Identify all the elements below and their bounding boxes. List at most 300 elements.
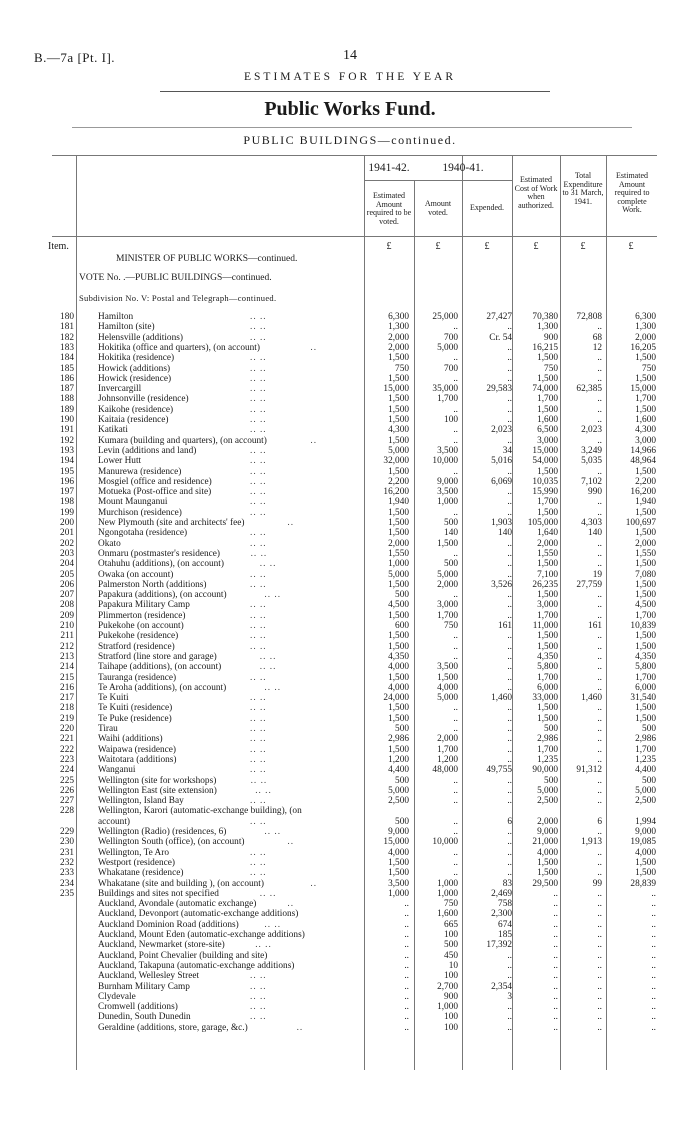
header-total-expenditure: Total Expenditure to 31 March, 1941.: [562, 171, 604, 206]
total-expenditure-value: 4,303: [581, 518, 602, 528]
item-number: 218: [60, 703, 74, 714]
expended-value: ..: [507, 559, 512, 570]
amount-voted-value: 700: [444, 332, 458, 343]
amount-voted-value: ..: [453, 548, 458, 559]
total-expenditure-value: 2,023: [581, 425, 602, 436]
total-expenditure-value: ..: [597, 466, 602, 477]
estimated-voted-value: 2,500: [388, 796, 409, 807]
estimated-complete-value: ..: [651, 940, 656, 951]
estimated-voted-value: 1,000: [388, 888, 409, 899]
total-expenditure-value: ..: [597, 373, 602, 384]
estimated-complete-value: 1,500: [635, 466, 656, 477]
total-expenditure-value: ..: [597, 322, 602, 333]
estimated-cost-value: 11,000: [532, 621, 558, 631]
item-number: 223: [60, 754, 74, 765]
estimated-voted-value: 4,000: [388, 662, 409, 673]
estimated-voted-value: 6,300: [388, 312, 409, 322]
leader-dots: ..: [310, 435, 318, 446]
estimated-complete-value: 48,964: [630, 456, 656, 467]
estimated-cost-value: 4,350: [537, 651, 558, 662]
item-number: 201: [60, 528, 74, 539]
expended-value: ..: [507, 569, 512, 580]
item-number: 200: [60, 518, 74, 528]
item-number: 185: [60, 363, 74, 374]
leader-dots: .. ..: [250, 775, 268, 786]
item-number: 193: [60, 445, 74, 456]
estimated-voted-value: ..: [404, 950, 409, 961]
estimated-cost-value: ..: [553, 888, 558, 899]
leader-dots: .. ..: [250, 816, 267, 827]
item-number: 229: [60, 827, 74, 837]
estimated-complete-value: 1,700: [635, 672, 656, 683]
estimated-complete-value: 4,400: [635, 765, 656, 776]
leader-dots: .. ..: [250, 796, 267, 807]
estimated-voted-value: 1,500: [388, 435, 409, 446]
estimated-complete-value: 2,986: [635, 734, 656, 745]
item-number: 183: [60, 342, 74, 353]
table-row: [0, 447, 700, 456]
item-description: Auckland, Wellesley Street: [98, 971, 200, 982]
item-description: Tauranga (residence): [98, 672, 177, 683]
table-row: [0, 663, 700, 672]
expended-value: ..: [507, 672, 512, 683]
item-description: Ngongotaha (residence): [98, 528, 188, 539]
estimated-voted-value: 5,000: [388, 569, 409, 580]
table-row: [0, 488, 700, 497]
amount-voted-value: 1,600: [437, 909, 458, 920]
subdivision-heading: Subdivision No. V: Postal and Telegraph—continued.: [79, 293, 277, 303]
table-row: [0, 859, 700, 868]
amount-voted-value: 2,000: [437, 579, 458, 590]
estimated-complete-value: 1,500: [635, 528, 656, 539]
item-number: 228: [60, 806, 74, 817]
expended-value: ..: [507, 404, 512, 415]
estimated-voted-value: ..: [404, 1002, 409, 1013]
estimated-voted-value: ..: [404, 960, 409, 971]
estimated-cost-value: 70,380: [532, 312, 558, 322]
estimated-voted-value: 1,500: [388, 744, 409, 755]
expended-value: ..: [507, 734, 512, 745]
estimated-cost-value: 4,000: [537, 847, 558, 858]
estimated-complete-value: 2,200: [635, 476, 656, 487]
estimated-complete-value: 28,839: [630, 878, 656, 889]
item-description: Papakura (additions), (on account): [98, 590, 227, 601]
total-expenditure-value: 1,460: [581, 693, 602, 704]
estimated-voted-value: 750: [395, 363, 409, 374]
table-row: [0, 1003, 700, 1012]
leader-dots: .. ..: [250, 466, 267, 477]
table-row: [0, 643, 700, 652]
estimated-complete-value: 750: [642, 363, 656, 374]
table-row: [0, 354, 700, 363]
amount-voted-value: 48,000: [432, 765, 458, 776]
item-description: Auckland Dominion Road (additions): [98, 919, 239, 930]
pound-label: £: [628, 241, 634, 252]
item-description: Helensville (additions): [98, 332, 183, 343]
estimated-voted-value: 1,500: [388, 528, 409, 539]
total-expenditure-value: 91,312: [576, 765, 602, 776]
item-number: 207: [60, 590, 74, 601]
leader-dots: .. ..: [250, 404, 267, 415]
table-row: [0, 828, 700, 837]
amount-voted-value: 4,000: [437, 682, 458, 693]
estimated-cost-value: 500: [544, 775, 558, 786]
estimated-complete-value: 2,000: [635, 538, 656, 549]
item-number: 227: [60, 796, 74, 807]
table-row: [0, 725, 700, 734]
total-expenditure-value: ..: [597, 662, 602, 673]
total-expenditure-value: ..: [597, 682, 602, 693]
total-expenditure-value: ..: [597, 641, 602, 652]
estimated-cost-value: 500: [544, 724, 558, 734]
estimated-complete-value: 6,000: [635, 682, 656, 693]
header-estimated-voted: Estimated Amount required to be voted.: [366, 191, 412, 226]
amount-voted-value: 140: [444, 528, 458, 539]
item-number: 191: [60, 425, 74, 436]
item-number: 234: [60, 878, 74, 889]
expended-value: 17,392: [486, 940, 512, 951]
amount-voted-value: 100: [444, 930, 458, 940]
expended-value: ..: [507, 373, 512, 384]
table-row: [0, 807, 700, 816]
leader-dots: .. ..: [250, 765, 267, 776]
estimated-voted-value: 600: [395, 621, 409, 631]
item-number: 204: [60, 559, 74, 570]
total-expenditure-value: ..: [597, 940, 602, 951]
leader-dots: .. ..: [259, 662, 277, 673]
estimated-complete-value: 5,000: [635, 785, 656, 796]
item-description: Katikati: [98, 425, 128, 436]
item-number: 199: [60, 507, 74, 518]
item-description: Manurewa (residence): [98, 466, 182, 477]
item-description: Otahuhu (additions), (on account): [98, 559, 224, 570]
item-description: Johnsonville (residence): [98, 394, 189, 405]
expended-value: 674: [498, 919, 512, 930]
item-description: Tirau: [98, 724, 118, 734]
estimated-voted-value: 1,500: [388, 672, 409, 683]
amount-voted-value: 100: [444, 1022, 458, 1033]
table-row: [0, 334, 700, 343]
expended-value: ..: [507, 847, 512, 858]
expended-value: ..: [507, 538, 512, 549]
table-row: [0, 601, 700, 610]
item-number: 190: [60, 415, 74, 425]
estimated-voted-value: 1,500: [388, 518, 409, 528]
amount-voted-value: 35,000: [432, 384, 458, 395]
total-expenditure-value: ..: [597, 971, 602, 982]
estimated-cost-value: 1,500: [537, 373, 558, 384]
expended-value: ..: [507, 651, 512, 662]
estimated-cost-value: ..: [553, 950, 558, 961]
estimated-voted-value: 1,500: [388, 404, 409, 415]
item-description: Cromwell (additions): [98, 1002, 178, 1013]
vote-heading: VOTE No. .—PUBLIC BUILDINGS—continued.: [79, 273, 272, 283]
amount-voted-value: ..: [453, 435, 458, 446]
item-description: Kumara (building and quarters), (on account): [98, 435, 267, 446]
item-description: Dunedin, South Dunedin: [98, 1012, 191, 1023]
table-row: [0, 519, 700, 528]
expended-value: 2,469: [491, 888, 512, 899]
amount-voted-value: 1,000: [437, 1002, 458, 1013]
item-description: Burnham Military Camp: [98, 981, 190, 992]
total-expenditure-value: ..: [597, 1002, 602, 1013]
table-row: [0, 838, 700, 847]
item-description: Levin (additions and land): [98, 445, 197, 456]
estimated-cost-value: 1,300: [537, 322, 558, 333]
estimated-voted-value: 5,000: [388, 445, 409, 456]
estimated-voted-value: 1,500: [388, 610, 409, 621]
estimated-voted-value: 1,500: [388, 857, 409, 868]
item-description: Wellington, Island Bay: [98, 796, 184, 807]
table-row: [0, 540, 700, 549]
item-description: Waitotara (additions): [98, 754, 177, 765]
pound-label: £: [580, 241, 586, 252]
expended-value: ..: [507, 971, 512, 982]
amount-voted-value: ..: [453, 857, 458, 868]
total-expenditure-value: ..: [597, 363, 602, 374]
expended-value: ..: [507, 435, 512, 446]
amount-voted-value: 3,000: [437, 600, 458, 611]
amount-voted-value: 700: [444, 363, 458, 374]
expended-value: ..: [507, 353, 512, 364]
estimated-cost-value: 1,600: [537, 415, 558, 425]
estimated-voted-value: ..: [404, 909, 409, 920]
expended-value: ..: [507, 796, 512, 807]
expended-value: ..: [507, 394, 512, 405]
total-expenditure-value: ..: [597, 394, 602, 405]
amount-voted-value: 1,000: [437, 497, 458, 508]
total-expenditure-value: ..: [597, 734, 602, 745]
expended-value: ..: [507, 1022, 512, 1033]
estimated-complete-value: 4,300: [635, 425, 656, 436]
estimated-complete-value: 1,500: [635, 507, 656, 518]
estimated-voted-value: 1,500: [388, 713, 409, 724]
total-expenditure-value: 72,808: [576, 312, 602, 322]
item-description: Plimmerton (residence): [98, 610, 186, 621]
estimated-cost-value: ..: [553, 899, 558, 910]
total-expenditure-value: 3,249: [581, 445, 602, 456]
estimated-cost-value: 33,000: [532, 693, 558, 704]
expended-value: 3: [507, 991, 512, 1002]
fund-title: Public Works Fund.: [264, 98, 436, 120]
estimated-cost-value: 2,500: [537, 796, 558, 807]
expended-value: Cr. 54: [489, 332, 512, 343]
item-description: Palmerston North (additions): [98, 579, 207, 590]
table-row: [0, 993, 700, 1002]
expended-value: 29,583: [486, 384, 512, 395]
expended-value: 5,016: [491, 456, 512, 467]
amount-voted-value: ..: [453, 373, 458, 384]
amount-voted-value: ..: [453, 868, 458, 879]
item-description: Te Kuiti: [98, 693, 129, 704]
item-description: Westport (residence): [98, 857, 175, 868]
estimated-complete-value: ..: [651, 1002, 656, 1013]
leader-dots: .. ..: [255, 785, 272, 796]
estimated-complete-value: ..: [651, 1012, 656, 1023]
table-row: [0, 983, 700, 992]
estimated-complete-value: 2,500: [635, 796, 656, 807]
leader-dots: .. ..: [250, 734, 267, 745]
total-expenditure-value: ..: [597, 538, 602, 549]
estimated-cost-value: 1,700: [537, 672, 558, 683]
estimated-voted-value: 2,000: [388, 538, 409, 549]
header-expended: Expended.: [470, 203, 504, 212]
amount-voted-value: 500: [444, 940, 458, 951]
header-year-1940: 1940-41.: [442, 162, 484, 174]
expended-value: ..: [507, 868, 512, 879]
leader-dots: ..: [296, 1022, 304, 1033]
expended-value: 49,755: [486, 765, 512, 776]
table-row: [0, 323, 700, 332]
leader-dots: .. ..: [250, 507, 267, 518]
estimated-complete-value: 4,500: [635, 600, 656, 611]
table-row: [0, 622, 700, 631]
amount-voted-value: 10,000: [432, 837, 458, 848]
item-number: 210: [60, 621, 74, 631]
estimated-voted-value: 1,500: [388, 353, 409, 364]
total-expenditure-value: ..: [597, 353, 602, 364]
amount-voted-value: ..: [453, 703, 458, 714]
estimated-voted-value: 15,000: [383, 837, 409, 848]
table-row: [0, 787, 700, 796]
estimated-complete-value: 2,000: [635, 332, 656, 343]
table-row: [0, 869, 700, 878]
table-row: [0, 735, 700, 744]
leader-dots: .. ..: [250, 868, 267, 879]
estimated-voted-value: ..: [404, 981, 409, 992]
table-row: [0, 426, 700, 435]
total-expenditure-value: ..: [597, 1012, 602, 1023]
total-expenditure-value: 19: [592, 569, 602, 580]
estimated-complete-value: 15,000: [630, 384, 656, 395]
estimated-complete-value: ..: [651, 971, 656, 982]
leader-dots: .. ..: [259, 888, 277, 899]
amount-voted-value: 10: [448, 960, 458, 971]
pound-label: £: [484, 241, 490, 252]
expended-value: ..: [507, 641, 512, 652]
item-description: New Plymouth (site and architects' fee): [98, 518, 245, 528]
leader-dots: .. ..: [250, 579, 267, 590]
item-description: Wellington South (office), (on account): [98, 837, 245, 848]
table-row: [0, 849, 700, 858]
table-row: [0, 1013, 700, 1022]
expended-value: 83: [502, 878, 512, 889]
estimated-voted-value: ..: [404, 991, 409, 1002]
item-number: 187: [60, 384, 74, 395]
expended-value: ..: [507, 610, 512, 621]
amount-voted-value: 1,700: [437, 744, 458, 755]
amount-voted-value: 1,000: [437, 878, 458, 889]
item-number: 230: [60, 837, 74, 848]
item-number: 206: [60, 579, 74, 590]
expended-value: ..: [507, 487, 512, 498]
estimated-complete-value: 1,500: [635, 559, 656, 570]
total-expenditure-value: 140: [588, 528, 602, 539]
estimated-voted-value: 1,500: [388, 466, 409, 477]
leader-dots: .. ..: [250, 1002, 267, 1013]
table-row: [0, 529, 700, 538]
estimated-complete-value: ..: [651, 899, 656, 910]
amount-voted-value: ..: [453, 353, 458, 364]
estimated-cost-value: 1,500: [537, 868, 558, 879]
leader-dots: .. ..: [250, 857, 267, 868]
leader-dots: ..: [287, 837, 295, 848]
estimated-cost-value: 90,000: [532, 765, 558, 776]
amount-voted-value: 1,500: [437, 538, 458, 549]
estimated-complete-value: 4,000: [635, 847, 656, 858]
table-row: [0, 395, 700, 404]
expended-value: 1,903: [491, 518, 512, 528]
estimated-voted-value: ..: [404, 1022, 409, 1033]
estimated-voted-value: ..: [404, 899, 409, 910]
amount-voted-value: ..: [453, 827, 458, 837]
table-row: [0, 900, 700, 909]
item-number: 235: [60, 888, 74, 899]
item-number: 217: [60, 693, 74, 704]
leader-dots: .. ..: [250, 497, 267, 508]
total-expenditure-value: ..: [597, 847, 602, 858]
expended-value: ..: [507, 342, 512, 353]
amount-voted-value: ..: [453, 713, 458, 724]
estimated-cost-value: 15,990: [532, 487, 558, 498]
estimated-complete-value: 16,200: [630, 487, 656, 498]
leader-dots: .. ..: [250, 456, 267, 467]
expended-value: ..: [507, 960, 512, 971]
estimated-voted-value: 1,200: [388, 754, 409, 765]
estimated-complete-value: 4,350: [635, 651, 656, 662]
estimated-cost-value: 1,500: [537, 713, 558, 724]
estimated-voted-value: 1,500: [388, 579, 409, 590]
item-description: Invercargill: [98, 384, 142, 395]
item-number: 203: [60, 548, 74, 559]
amount-voted-value: ..: [453, 590, 458, 601]
item-description: Hokitika (residence): [98, 353, 175, 364]
expended-value: ..: [507, 775, 512, 786]
table-row: [0, 457, 700, 466]
estimated-complete-value: 500: [642, 775, 656, 786]
amount-voted-value: 3,500: [437, 662, 458, 673]
expended-value: 758: [498, 899, 512, 910]
estimated-voted-value: 3,500: [388, 878, 409, 889]
item-description: Auckland, Devonport (automatic-exchange additions): [98, 909, 299, 920]
estimated-voted-value: 1,500: [388, 868, 409, 879]
amount-voted-value: 25,000: [432, 312, 458, 322]
estimated-voted-value: 500: [395, 775, 409, 786]
leader-dots: .. ..: [250, 744, 267, 755]
item-number: 182: [60, 332, 74, 343]
pound-label: £: [386, 241, 392, 252]
table-rule: [364, 180, 512, 181]
estimated-voted-value: 9,000: [388, 827, 409, 837]
total-expenditure-value: 990: [588, 487, 602, 498]
estimated-cost-value: 1,700: [537, 394, 558, 405]
estimated-cost-value: 1,700: [537, 744, 558, 755]
table-row: [0, 1024, 700, 1033]
table-row: [0, 972, 700, 981]
leader-dots: .. ..: [250, 548, 268, 559]
estimated-voted-value: 1,500: [388, 641, 409, 652]
table-row: [0, 612, 700, 621]
item-number: 222: [60, 744, 74, 755]
leader-dots: .. ..: [250, 713, 267, 724]
item-number: 226: [60, 785, 74, 796]
estimated-voted-value: 1,500: [388, 703, 409, 714]
item-description: Whakatane (residence): [98, 868, 184, 879]
item-number: 220: [60, 724, 74, 734]
table-row: [0, 931, 700, 940]
estimated-cost-value: ..: [553, 960, 558, 971]
estimated-cost-value: ..: [553, 1012, 558, 1023]
